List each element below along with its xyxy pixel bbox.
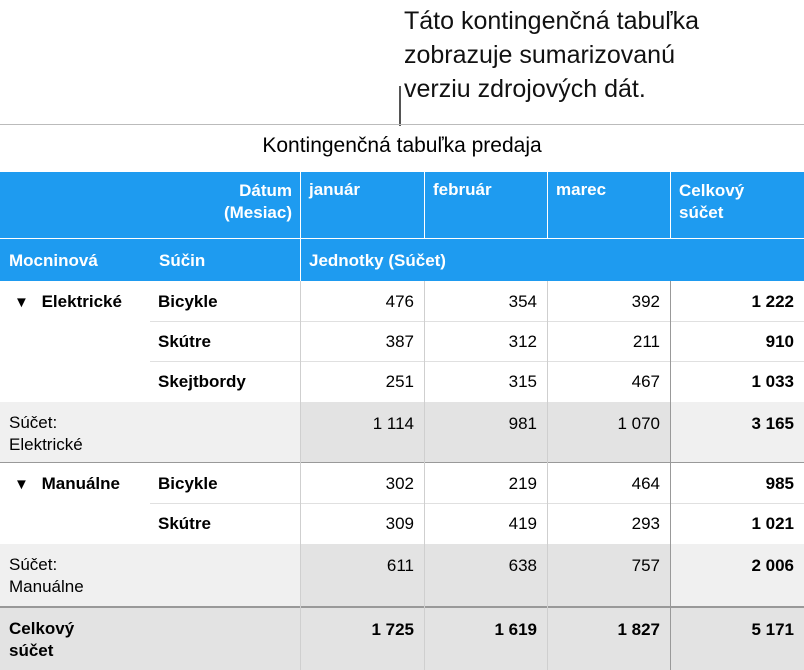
subheader-product[interactable]: Súčin [150, 239, 300, 281]
value-cell: 464 [631, 474, 660, 493]
subtotal-value: 1 114 [372, 414, 414, 433]
callout-pointer-line [399, 86, 401, 126]
header-month-3[interactable]: marec [548, 172, 670, 238]
row-total-cell: 1 021 [751, 514, 794, 533]
header-total[interactable]: Celkový súčet [671, 172, 804, 238]
subheader-category[interactable]: Mocninová [0, 239, 150, 281]
group-name: Elektrické [41, 292, 122, 311]
disclosure-triangle-down-icon[interactable]: ▼ [14, 476, 29, 493]
value-cell: 219 [508, 474, 537, 493]
value-cell: 251 [385, 372, 414, 391]
value-cell: 309 [385, 514, 414, 533]
row-total-cell: 1 222 [751, 292, 794, 311]
value-cell: 293 [631, 514, 660, 533]
header-month-1[interactable]: január [301, 172, 424, 238]
header-month-2[interactable]: február [425, 172, 547, 238]
value-cell: 419 [508, 514, 537, 533]
group-label-manualne[interactable] [14, 474, 150, 498]
value-cell: 211 [632, 332, 660, 351]
header-date-label: Dátum (Mesiac) [150, 172, 300, 238]
col-divider [670, 281, 671, 670]
subtotal-value: 638 [508, 556, 537, 575]
row-divider [150, 321, 804, 322]
callout-line-2: zobrazuje sumarizovanú [404, 41, 675, 69]
subheader-values[interactable]: Jednotky (Súčet) [301, 239, 670, 281]
grand-total-total: 5 171 [751, 620, 794, 639]
row-divider [150, 503, 804, 504]
grand-total-value: 1 619 [494, 620, 537, 639]
callout-line-1: Táto kontingenčná tabuľka [404, 7, 699, 35]
row-total-cell: 910 [765, 332, 794, 351]
grand-total-value: 1 827 [617, 620, 660, 639]
product-cell: Skejtbordy [158, 372, 246, 391]
product-cell: Skútre [158, 332, 211, 351]
group-label-elektricke[interactable] [14, 292, 150, 316]
grand-total-value: 1 725 [371, 620, 414, 639]
col-divider [547, 281, 548, 670]
group-name: Manuálne [41, 474, 120, 493]
row-total-cell: 1 033 [751, 372, 794, 391]
value-cell: 354 [508, 292, 537, 311]
value-cell: 467 [631, 372, 660, 391]
value-cell: 315 [508, 372, 537, 391]
grand-total-label: Celkový súčet [9, 619, 75, 660]
subtotal-value: 611 [386, 556, 414, 575]
header-separator [0, 238, 804, 239]
disclosure-triangle-down-icon[interactable]: ▼ [14, 294, 29, 311]
row-divider [150, 361, 804, 362]
header-divider-1 [300, 172, 301, 238]
col-divider [424, 281, 425, 670]
value-cell: 392 [631, 292, 660, 311]
row-total-cell: 985 [765, 474, 794, 493]
table-title: Kontingenčná tabuľka predaja [0, 124, 804, 173]
value-cell: 387 [385, 332, 414, 351]
product-cell: Bicykle [158, 474, 218, 493]
header-divider-2 [424, 172, 425, 238]
col-divider [300, 281, 301, 670]
callout-line-3: verziu zdrojových dát. [404, 75, 646, 103]
header-divider-3 [547, 172, 548, 238]
value-cell: 476 [385, 292, 414, 311]
value-cell: 302 [385, 474, 414, 493]
product-cell: Skútre [158, 514, 211, 533]
subtotal-total: 2 006 [751, 556, 794, 575]
subtotal-label: Súčet: Manuálne [9, 555, 84, 596]
subtotal-value: 757 [631, 556, 660, 575]
subheader-divider [300, 239, 301, 281]
subtotal-value: 1 070 [617, 414, 660, 433]
product-cell: Bicykle [158, 292, 218, 311]
subtotal-total: 3 165 [751, 414, 794, 433]
subtotal-value: 981 [508, 414, 537, 433]
callout-text [404, 4, 794, 106]
value-cell: 312 [508, 332, 537, 351]
subtotal-label: Súčet: Elektrické [9, 413, 83, 454]
group-divider [0, 462, 804, 463]
